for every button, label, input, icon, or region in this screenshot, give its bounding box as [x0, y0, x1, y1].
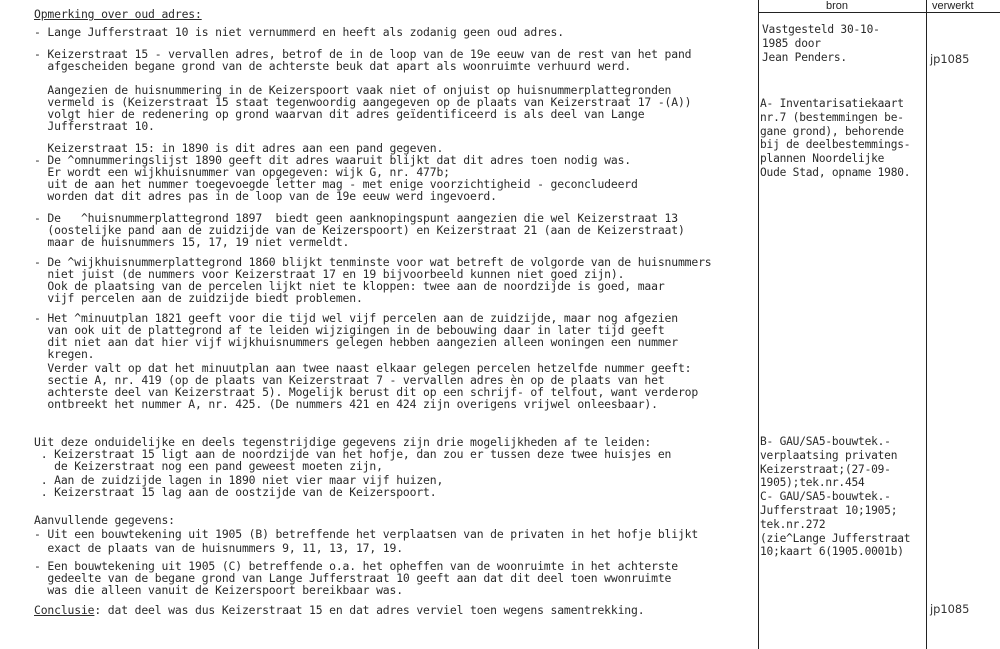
bron-line: C- GAU/SA5-bouwtek.-	[760, 490, 891, 504]
text-line: achterste deel van Keizerstraat 5). Mogelijk berust dit op een schrijf- of telfout, want verderop	[34, 385, 699, 399]
column-divider-bron	[926, 0, 927, 649]
bron-line: 1985 door	[762, 37, 821, 50]
text-line: Ook de plaatsing van de percelen lijkt niet te kloppen: twee aan de noordzijde is goed, maar	[34, 279, 665, 293]
bron-line: B- GAU/SA5-bouwtek.-	[760, 435, 891, 448]
bron-line: tek.nr.272	[760, 517, 826, 531]
text-line: . Keizerstraat 15 ligt aan de noordzijde van het hofje, dan zou er tussen deze twee huisjes en	[34, 447, 672, 461]
conclusion-label: Conclusie	[34, 603, 95, 617]
bron-line: Keizerstraat;(27-09-	[760, 462, 891, 476]
text-line: Aangezien de huisnummering in de Keizerspoort vaak niet of onjuist op huisnummerplattegronden	[34, 83, 672, 97]
column-divider-main	[758, 0, 759, 649]
bron-line: (zie^Lange Jufferstraat	[760, 531, 911, 545]
text-line: ontbreekt het nummer A, nr. 425. (De nummers 421 en 424 zijn overigens vrijwel onleesbaar).	[34, 397, 658, 411]
text-line: vermeld is (Keizerstraat 15 staat tegenwoordig aangegeven op de plaats van Keizerstraat 17 -(A))	[34, 95, 692, 109]
conclusion-line	[34, 604, 644, 617]
text-line: - De ^wijkhuisnummerplattegrond 1860 blijkt tenminste voor wat betreft de volgorde van de huisnummers	[34, 255, 712, 269]
bron-line: plannen Noordelijke	[760, 152, 885, 166]
text-line: Aanvullende gegevens:	[34, 513, 175, 527]
verwerkt-ref-1: jp1085	[930, 52, 970, 66]
text-line: - De ^omnummeringslijst 1890 geeft dit adres waaruit blijkt dat dit adres toen nodig was.	[34, 153, 631, 167]
conclusion-text: : dat deel was dus Keizerstraat 15 en dat adres verviel toen wegens samentrekking.	[94, 603, 645, 617]
bron-line: A- Inventarisatiekaart	[760, 97, 904, 110]
header-rule	[758, 12, 1000, 13]
text-line: Jufferstraat 10.	[34, 119, 155, 133]
text-line: van ook uit de plattegrond af te leiden wijzigingen in de bebouwing daar in later tijd geeft	[34, 323, 665, 337]
text-line: afgescheiden begane grond van de achterste beuk dat apart als woonruimte verhuurd werd.	[34, 59, 631, 73]
bron-line: nr.7 (bestemmingen be-	[760, 110, 904, 124]
text-line: - De ^huisnummerplattegrond 1897 biedt geen aanknopingspunt aangezien die wel Keizerstraat 13	[34, 211, 678, 225]
column-header-verwerkt: verwerkt	[932, 0, 974, 12]
text-line: Uit deze onduidelijke en deels tegenstrijdige gegevens zijn drie mogelijkheden af te leiden:	[34, 435, 652, 449]
text-line: was die alleen vanuit de Keizerspoort bereikbaar was.	[34, 583, 403, 597]
text-line: uit de aan het nummer toegevoegde letter mag - met enige voorzichtigheid - geconcludeerd	[34, 177, 638, 191]
text-line: (oostelijke pand aan de zuidzijde van de Keizerspoort) en Keizerstraat 21 (aan de Keizerstraat)	[34, 223, 685, 237]
text-line: volgt hier de redenering op grond waarvan dit adres geïdentificeerd is als deel van Lange	[34, 107, 645, 121]
text-line: maar de huisnummers 15, 17, 19 niet vermeldt.	[34, 235, 350, 249]
text-line: exact de plaats van de huisnummers 9, 11, 13, 17, 19.	[34, 541, 403, 555]
text-line: Keizerstraat 15: in 1890 is dit adres aan een pand gegeven.	[34, 141, 444, 155]
text-line: Er wordt een wijkhuisnummer van opgegeven: wijk G, nr. 477b;	[34, 165, 450, 179]
bron-line: Jean Penders.	[762, 51, 847, 64]
text-line: - Uit een bouwtekening uit 1905 (B) betreffende het verplaatsen van de privaten in het hofje blijkt	[34, 527, 699, 541]
bron-line: Vastgesteld 30-10-	[762, 23, 880, 36]
text-line: - Lange Jufferstraat 10 is niet vernummerd en heeft als zodanig geen oud adres.	[34, 25, 564, 39]
text-line: - Keizerstraat 15 - vervallen adres, betrof de in de loop van de 19e eeuw van de rest van het pand	[34, 47, 692, 61]
text-line: dit niet aan dat hier vijf wijkhuisnummers gelegen hebben aangezien alleen woningen een nummer	[34, 335, 678, 349]
bron-line: 1905);tek.nr.454	[760, 476, 865, 490]
text-line: worden dat dit adres pas in de loop van de 19e eeuw werd ingevoerd.	[34, 189, 497, 203]
bron-line: verplaatsing privaten	[760, 448, 898, 462]
text-line: Verder valt op dat het minuutplan aan twee naast elkaar gelegen percelen hetzelfde nummer geeft:	[34, 361, 692, 375]
text-line: . Keizerstraat 15 lag aan de oostzijde van de Keizerspoort.	[34, 485, 437, 499]
text-line: . Aan de zuidzijde lagen in 1890 niet vier maar vijf huizen,	[34, 473, 444, 487]
verwerkt-ref-2: jp1085	[930, 602, 970, 616]
text-line: - Een bouwtekening uit 1905 (C) betreffende o.a. het opheffen van de woonruimte in het achterste	[34, 559, 678, 573]
text-line: de Keizerstraat nog een pand geweest moeten zijn,	[34, 459, 383, 473]
bron-line: gane grond), behorende	[760, 124, 904, 138]
bron-line: Oude Stad, opname 1980.	[760, 166, 911, 179]
column-header-bron: bron	[826, 0, 849, 12]
text-line: gedeelte van de begane grond van Lange Jufferstraat 10 geeft aan dat dit deel toen wwonruimte	[34, 571, 672, 585]
section-heading: Opmerking over oud adres:	[34, 7, 202, 21]
text-line: niet juist (de nummers voor Keizerstraat 17 en 19 bijvoorbeeld kunnen niet goed zijn).	[34, 267, 625, 281]
text-line: kregen.	[34, 347, 95, 361]
bron-line: Jufferstraat 10;1905;	[760, 504, 898, 517]
text-line: sectie A, nr. 419 (op de plaats van Keizerstraat 7 - vervallen adres èn op de plaats van het	[34, 373, 665, 387]
bron-line: 10;kaart 6(1905.0001b)	[760, 545, 904, 559]
bron-line: bij de deelbestemmings-	[760, 138, 911, 152]
text-line: vijf percelen aan de zuidzijde biedt problemen.	[34, 291, 363, 305]
text-line: - Het ^minuutplan 1821 geeft voor die tijd wel vijf percelen aan de zuidzijde, maar nog afgezien	[34, 311, 678, 325]
